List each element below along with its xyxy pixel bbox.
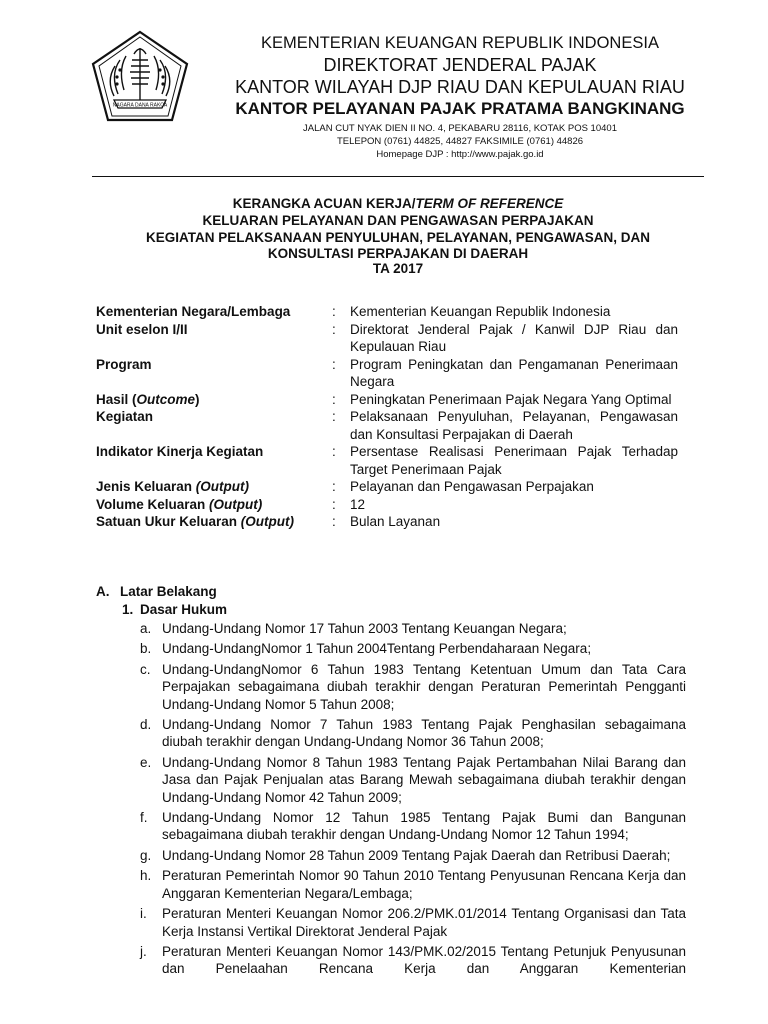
info-value: Peningkatan Penerimaan Pajak Negara Yang Optimal <box>350 391 672 407</box>
list-item: b. Undang-UndangNomor 1 Tahun 2004Tentang Perbendaharaan Negara; <box>140 641 592 657</box>
document-subtitle-activity-cont: KONSULTASI PERPAJAKAN DI DAERAH <box>267 246 529 261</box>
list-item: j. Peraturan Menteri Keuangan Nomor 143/PMK.02/2015 Tentang Petunjuk Penyusunan dan Penelaahan Rencana Kerja dan Anggaran Kementerian <box>140 943 686 977</box>
info-value: Persentase Realisasi Penerimaan Pajak Terhadap Target Penerimaan Pajak <box>350 444 678 477</box>
info-value: Kementerian Keuangan Republik Indonesia <box>350 304 611 319</box>
letterhead-homepage: Homepage DJP : http://www.pajak.go.id <box>376 149 544 160</box>
letterhead-address: JALAN CUT NYAK DIEN II NO. 4, PEKABARU 28116, KOTAK POS 10401 <box>303 123 617 134</box>
list-item: d. Undang-Undang Nomor 7 Tahun 1983 Tentang Pajak Penghasilan sebagaimana diubah terakhir dengan Undang-Undang Nomor 36 Tahun 2008; <box>140 717 686 750</box>
info-label: Satuan Ukur Keluaran (Output) <box>96 514 295 529</box>
info-colon: : <box>332 444 336 459</box>
letterhead-phone: TELEPON (0761) 44825, 44827 FAKSIMILE (0761) 44826 <box>336 136 584 147</box>
info-value: 12 <box>350 496 366 512</box>
info-row <box>96 408 678 443</box>
document-fiscal-year: TA 2017 <box>372 261 424 276</box>
info-colon: : <box>332 304 336 319</box>
letterhead-tax-office: KANTOR PELAYANAN PAJAK PRATAMA BANGKINANG <box>235 99 685 118</box>
list-item: e. Undang-Undang Nomor 8 Tahun 1983 Tentang Pajak Pertambahan Nilai Barang dan Jasa dan Pajak Penjualan atas Barang Mewah sebagaimana diubah terakhir dengan Undang-Undang Nomor 42 Tahun 2009; <box>140 754 686 805</box>
info-row <box>96 478 678 496</box>
info-label: Program <box>96 356 152 372</box>
info-label: Indikator Kinerja Kegiatan <box>96 444 264 459</box>
list-item: a. Undang-Undang Nomor 17 Tahun 2003 Tentang Keuangan Negara; <box>140 621 567 636</box>
info-colon: : <box>332 514 336 529</box>
info-row <box>96 356 678 391</box>
info-colon: : <box>332 479 336 494</box>
info-colon: : <box>332 409 336 424</box>
info-colon: : <box>332 496 336 512</box>
info-row <box>96 321 678 356</box>
info-colon: : <box>332 391 336 407</box>
info-label: Unit eselon I/II <box>96 321 188 337</box>
info-label: Kementerian Negara/Lembaga <box>96 304 291 319</box>
svg-text:NAGARA DANA RAKCA: NAGARA DANA RAKCA <box>112 102 168 109</box>
info-label: Hasil (Outcome) <box>96 391 200 407</box>
info-label: Jenis Keluaran (Output) <box>96 479 250 494</box>
info-value: Pelaksanaan Penyuluhan, Pelayanan, Pengawasan dan Konsultasi Perpajakan di Daerah <box>350 409 678 442</box>
info-label: Volume Keluaran (Output) <box>96 496 263 512</box>
section-heading: A. Latar Belakang <box>96 584 217 599</box>
info-value: Bulan Layanan <box>350 514 441 529</box>
letterhead-ministry: KEMENTERIAN KEUANGAN REPUBLIK INDONESIA <box>261 34 659 52</box>
info-row <box>96 443 678 478</box>
info-row <box>96 496 678 514</box>
list-item: c. Undang-UndangNomor 6 Tahun 1983 Tentang Ketentuan Umum dan Tata Cara Perpajakan sebagaimana diubah terakhir dengan Peraturan Pemerintah Pengganti Undang-Undang Nomor 5 Tahun 2008; <box>140 661 686 712</box>
ministry-of-finance-seal-icon <box>90 30 190 124</box>
subsection-heading: 1. Dasar Hukum <box>122 602 228 617</box>
info-value: Program Peningkatan dan Pengamanan Penerimaan Negara <box>350 356 678 389</box>
document-subtitle-activity: KEGIATAN PELAKSANAAN PENYULUHAN, PELAYANAN, PENGAWASAN, DAN <box>145 230 651 245</box>
info-label: Kegiatan <box>96 409 154 424</box>
list-item: f. Undang-Undang Nomor 12 Tahun 1985 Tentang Pajak Bumi dan Bangunan sebagaimana diubah terakhir dengan Undang-Undang Nomor 12 Tahun 1994; <box>140 810 686 843</box>
info-value: Pelayanan dan Pengawasan Perpajakan <box>350 479 594 494</box>
info-value: Direktorat Jenderal Pajak / Kanwil DJP Riau dan Kepulauan Riau <box>350 321 678 354</box>
list-item: i. Peraturan Menteri Keuangan Nomor 206.2/PMK.01/2014 Tentang Organisasi dan Tata Kerja Instansi Vertikal Direktorat Jenderal Pajak <box>140 906 686 939</box>
legal-basis-list <box>140 620 686 981</box>
info-table <box>96 303 678 531</box>
info-colon: : <box>332 321 336 337</box>
info-row <box>96 303 678 321</box>
letterhead-divider <box>92 176 704 177</box>
document-subtitle-output: KELUARAN PELAYANAN DAN PENGAWASAN PERPAJAKAN <box>202 213 594 228</box>
letterhead-regional-office: KANTOR WILAYAH DJP RIAU DAN KEPULAUAN RIAU <box>235 77 685 97</box>
info-row <box>96 513 678 531</box>
list-item: h. Peraturan Pemerintah Nomor 90 Tahun 2010 Tentang Penyusunan Rencana Kerja dan Anggaran Kementerian Negara/Lembaga; <box>140 868 686 901</box>
info-row <box>96 391 678 409</box>
info-colon: : <box>332 356 336 372</box>
document-title: KERANGKA ACUAN KERJA/TERM OF REFERENCE <box>232 196 564 211</box>
letterhead-directorate: DIREKTORAT JENDERAL PAJAK <box>323 55 597 75</box>
list-item: g. Undang-Undang Nomor 28 Tahun 2009 Tentang Pajak Daerah dan Retribusi Daerah; <box>140 847 671 863</box>
